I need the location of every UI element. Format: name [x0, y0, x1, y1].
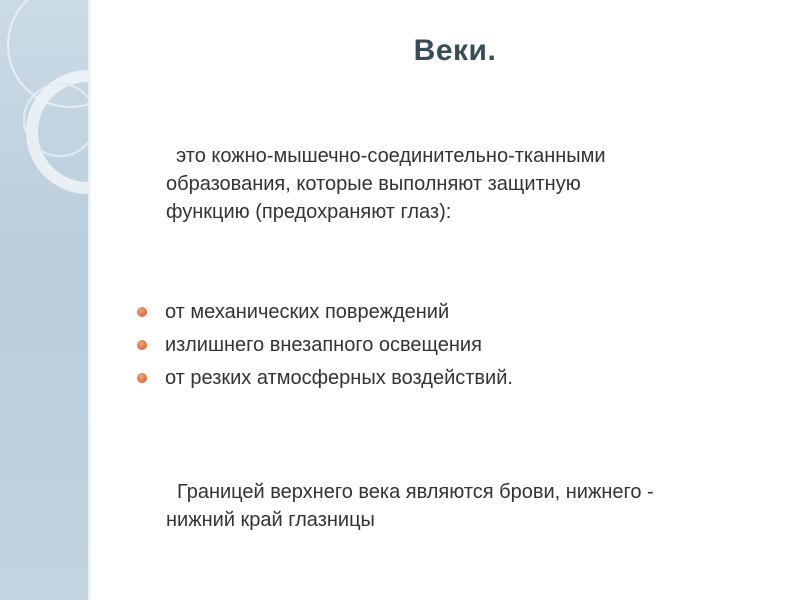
intro-paragraph: [166, 142, 646, 226]
bullet-list: [134, 298, 513, 397]
sidebar-edge: [88, 0, 92, 600]
bullet-icon: [137, 340, 147, 350]
decorative-sidebar: [0, 0, 88, 600]
bullet-text: излишнего внезапного освещения: [165, 334, 482, 356]
list-item: [134, 298, 513, 331]
thick-ring: [32, 76, 88, 188]
slide-title: Веки.: [413, 34, 497, 67]
bullet-text: от резких атмосферных воздействий.: [165, 367, 513, 389]
bullet-text: от механических повреждений: [165, 301, 450, 323]
decorative-rings: [0, 0, 88, 600]
footer-text: Границей верхнего века являются брови, нижнего - нижний край глазницы: [166, 481, 654, 531]
bullet-icon: [137, 307, 147, 317]
footer-paragraph: [166, 478, 726, 534]
bullet-icon: [137, 373, 147, 383]
intro-text: это кожно-мышечно-соединительно-тканными образования, которые выполняют защитную функцию (предохраняют глаз):: [166, 145, 606, 223]
list-item: [134, 364, 513, 397]
list-item: [134, 331, 513, 364]
